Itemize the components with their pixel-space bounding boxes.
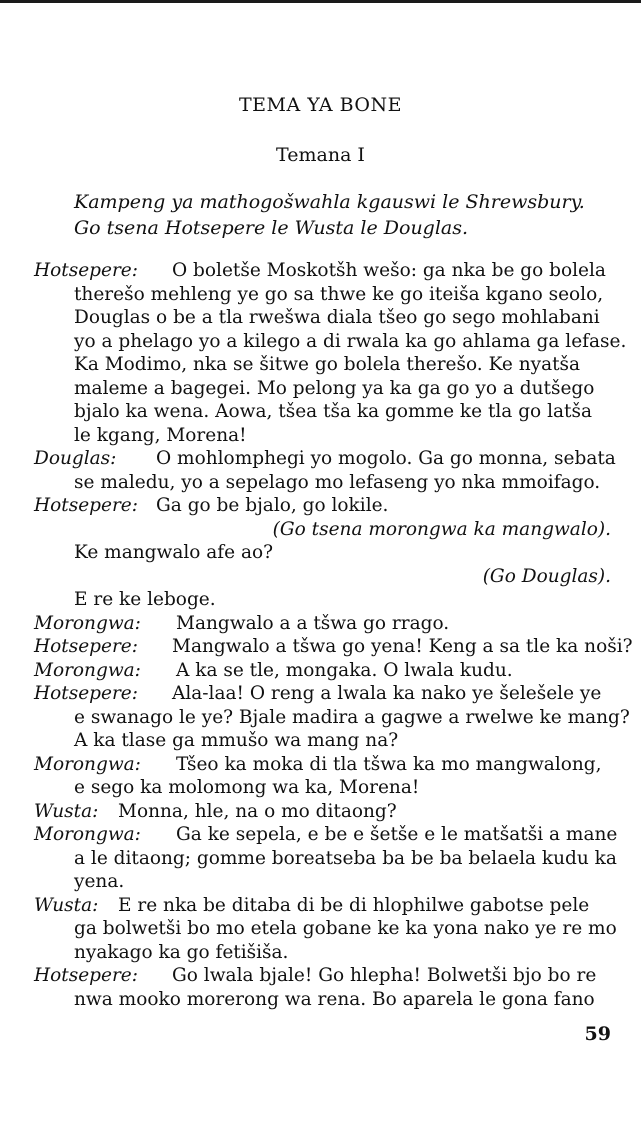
speaker-name: Morongwa: <box>34 753 141 775</box>
speaker-name: Wusta: <box>34 800 99 822</box>
speaker-name: Morongwa: <box>34 824 141 845</box>
speech-text: E re nka be ditaba di be di hlophilwe gabotse pele <box>118 894 590 916</box>
speech-text: Go lwala bjale! Go hlepha! Bolwetši bjo bo re <box>172 965 597 986</box>
speaker-name: Hotsepere: <box>34 260 138 281</box>
speech-line <box>0 330 641 354</box>
speech-line <box>0 612 641 636</box>
speech-text: O mohlomphegi yo mogolo. Ga go monna, sebata <box>156 448 616 469</box>
stage-direction <box>74 189 585 241</box>
speaker-name: Hotsepere: <box>34 636 138 657</box>
speech-line <box>0 870 641 894</box>
speech-line <box>0 353 641 377</box>
speech-text: maleme a bagegei. Mo pelong ya ka ga go yo a dutšego <box>74 377 595 399</box>
speech-line <box>0 635 641 659</box>
speech-text: yena. <box>74 871 125 892</box>
stage-direction-line: Go tsena Hotsepere le Wusta le Douglas. <box>74 217 469 239</box>
speech-block <box>0 894 641 965</box>
speech-block <box>0 259 641 447</box>
speech-line <box>0 659 641 683</box>
stage-direction-inline <box>0 565 641 589</box>
speech-line <box>0 964 641 988</box>
stage-direction-inline <box>0 518 641 542</box>
speech-text: Ga go be bjalo, go lokile. <box>156 495 389 516</box>
speech-block <box>0 800 641 824</box>
speech-line <box>0 377 641 401</box>
speech-text: se maledu, yo a sepelago mo lefaseng yo nka mmoifago. <box>74 471 601 493</box>
speech-line <box>0 706 641 730</box>
speech-text: yo a phelago yo a kilego a di rwala ka go ahlama ga lefase. <box>74 330 627 352</box>
speech-text: ga bolwetši bo mo etela gobane ke ka yona nako ye re mo <box>74 918 617 939</box>
speech-line <box>0 283 641 307</box>
speech-line <box>0 447 641 471</box>
speech-text: therešo mehleng ye go sa thwe ke go iteiša kgano seolo, <box>74 283 604 305</box>
speech-text: A ka tlase ga mmušo wa mang na? <box>74 730 399 751</box>
speech-block <box>0 823 641 894</box>
speech-line <box>0 424 641 448</box>
speech-text: nyakago ka go fetišiša. <box>74 941 289 963</box>
speech-line <box>0 400 641 424</box>
speech-text: Monna, hle, na o mo ditaong? <box>118 800 397 822</box>
speech-text: Douglas o be a tla rwešwa diala tšeo go sego mohlabani <box>74 307 600 328</box>
speech-text: Mangwalo a a tšwa go rrago. <box>176 612 450 634</box>
speaker-name: Douglas: <box>34 448 117 469</box>
speech-line <box>0 588 641 612</box>
speech-text: O boletše Moskotšh wešo: ga nka be go bolela <box>172 260 606 281</box>
speech-line <box>0 988 641 1012</box>
speech-line <box>0 847 641 871</box>
dialogue <box>0 259 641 1011</box>
speaker-name: Hotsepere: <box>34 965 138 986</box>
speech-block <box>0 635 641 659</box>
page-number: 59 <box>584 1023 611 1045</box>
speech-line <box>0 917 641 941</box>
speech-text: Tšeo ka moka di tla tšwa ka mo mangwalong, <box>176 753 602 775</box>
speech-line <box>0 753 641 777</box>
speech-text: nwa mooko morerong wa rena. Bo aparela le gona fano <box>74 988 595 1010</box>
stage-direction-text: (Go tsena morongwa ka mangwalo). <box>272 518 611 540</box>
speech-text: A ka se tle, mongaka. O lwala kudu. <box>176 659 513 681</box>
speech-line <box>0 682 641 706</box>
speech-line <box>0 776 641 800</box>
speech-block <box>0 682 641 753</box>
speech-line <box>0 729 641 753</box>
scene-title: Temana I <box>276 144 365 166</box>
speech-block <box>0 447 641 494</box>
speech-line <box>0 941 641 965</box>
speech-text: Ga ke sepela, e be e šetše e le matšatši a mane <box>176 824 618 845</box>
speech-text: Ka Modimo, nka se šitwe go bolela therešo. Ke nyatša <box>74 354 581 375</box>
speaker-name: Morongwa: <box>34 612 141 634</box>
speech-line <box>0 800 641 824</box>
speech-text: Ala-laa! O reng a lwala ka nako ye šelešele ye <box>172 683 602 704</box>
stage-direction-line: Kampeng ya mathogošwahla kgauswi le Shrewsbury. <box>74 191 585 213</box>
speech-text: E re ke leboge. <box>74 589 216 610</box>
speaker-name: Hotsepere: <box>34 495 138 516</box>
speech-block <box>0 753 641 800</box>
speech-text: bjalo ka wena. Aowa, tšea tša ka gomme ke tla go latša <box>74 401 592 422</box>
chapter-title: TEMA YA BONE <box>239 94 402 116</box>
stage-direction-text: (Go Douglas). <box>482 565 611 587</box>
top-border-line <box>0 0 641 3</box>
speech-line <box>0 259 641 283</box>
speech-text: Mangwalo a tšwa go yena! Keng a sa tle ka noši? <box>172 636 633 657</box>
speech-block <box>0 612 641 636</box>
speech-line <box>0 494 641 518</box>
speech-line <box>0 823 641 847</box>
speaker-name: Morongwa: <box>34 659 141 681</box>
speaker-name: Wusta: <box>34 894 99 916</box>
speech-text: a le ditaong; gomme boreatseba ba be ba belaela kudu ka <box>74 847 617 869</box>
speech-text: e sego ka molomong wa ka, Morena! <box>74 777 420 798</box>
speech-text: le kgang, Morena! <box>74 424 247 446</box>
speech-text: Ke mangwalo afe ao? <box>74 542 274 563</box>
speech-block <box>0 659 641 683</box>
speaker-name: Hotsepere: <box>34 683 138 704</box>
speech-line <box>0 471 641 495</box>
speech-block <box>0 964 641 1011</box>
speech-block <box>0 494 641 612</box>
speech-text: e swanago le ye? Bjale madira a gagwe a rwelwe ke mang? <box>74 706 630 728</box>
speech-line <box>0 894 641 918</box>
speech-line <box>0 541 641 565</box>
speech-line <box>0 306 641 330</box>
